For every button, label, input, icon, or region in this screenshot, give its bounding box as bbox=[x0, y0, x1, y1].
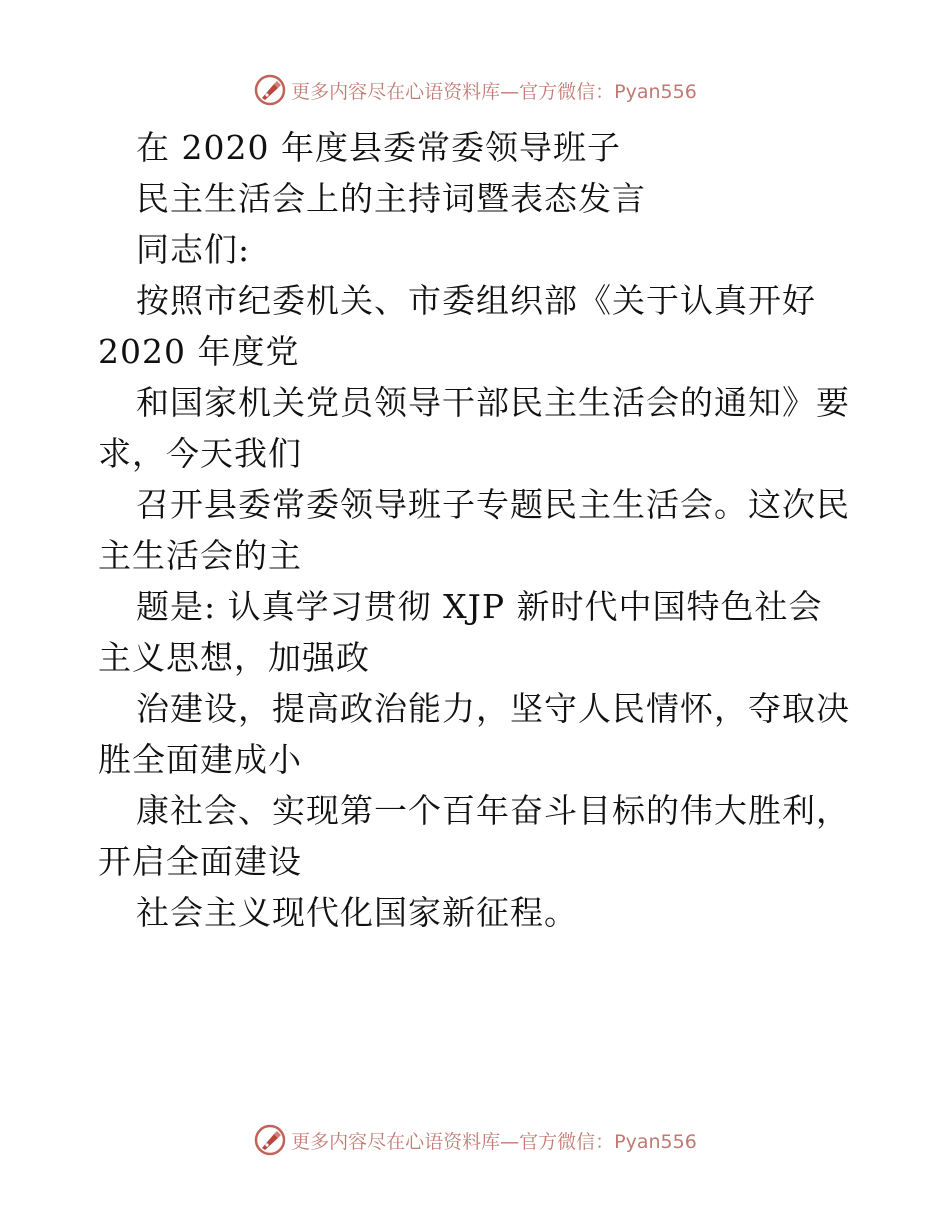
pen-nib-logo-icon bbox=[253, 73, 287, 107]
pen-nib-logo-icon bbox=[253, 1123, 287, 1157]
document-body bbox=[98, 122, 858, 938]
body-line: 求，今天我们 bbox=[98, 434, 302, 473]
body-line: 主生活会的主 bbox=[98, 536, 302, 575]
salutation: 同志们: bbox=[136, 230, 251, 269]
watermark-text: 更多内容尽在心语资料库—官方微信：Pyan556 bbox=[291, 80, 697, 103]
footer-watermark bbox=[0, 1120, 950, 1160]
body-line: 社会主义现代化国家新征程。 bbox=[136, 893, 578, 932]
watermark-text: 更多内容尽在心语资料库—官方微信：Pyan556 bbox=[291, 1130, 697, 1153]
body-line: 和国家机关党员领导干部民主生活会的通知》要 bbox=[136, 383, 850, 422]
body-line: 治建设，提高政治能力，坚守人民情怀，夺取决 bbox=[136, 689, 850, 728]
body-line: 按照市纪委机关、市委组织部《关于认真开好 bbox=[136, 281, 816, 320]
body-line: 召开县委常委领导班子专题民主生活会。这次民 bbox=[136, 485, 850, 524]
body-line: 主义思想，加强政 bbox=[98, 638, 370, 677]
body-line: 开启全面建设 bbox=[98, 842, 302, 881]
body-line: 题是: 认真学习贯彻 XJP 新时代中国特色社会 bbox=[136, 587, 823, 626]
body-line: 康社会、实现第一个百年奋斗目标的伟大胜利， bbox=[136, 791, 850, 830]
document-title-line-1: 在 2020 年度县委常委领导班子 bbox=[136, 128, 621, 167]
body-line: 胜全面建成小 bbox=[98, 740, 302, 779]
document-title-line-2: 民主生活会上的主持词暨表态发言 bbox=[136, 179, 646, 218]
body-paragraph bbox=[98, 275, 858, 938]
body-line: 2020 年度党 bbox=[98, 332, 300, 371]
header-watermark bbox=[0, 70, 950, 110]
